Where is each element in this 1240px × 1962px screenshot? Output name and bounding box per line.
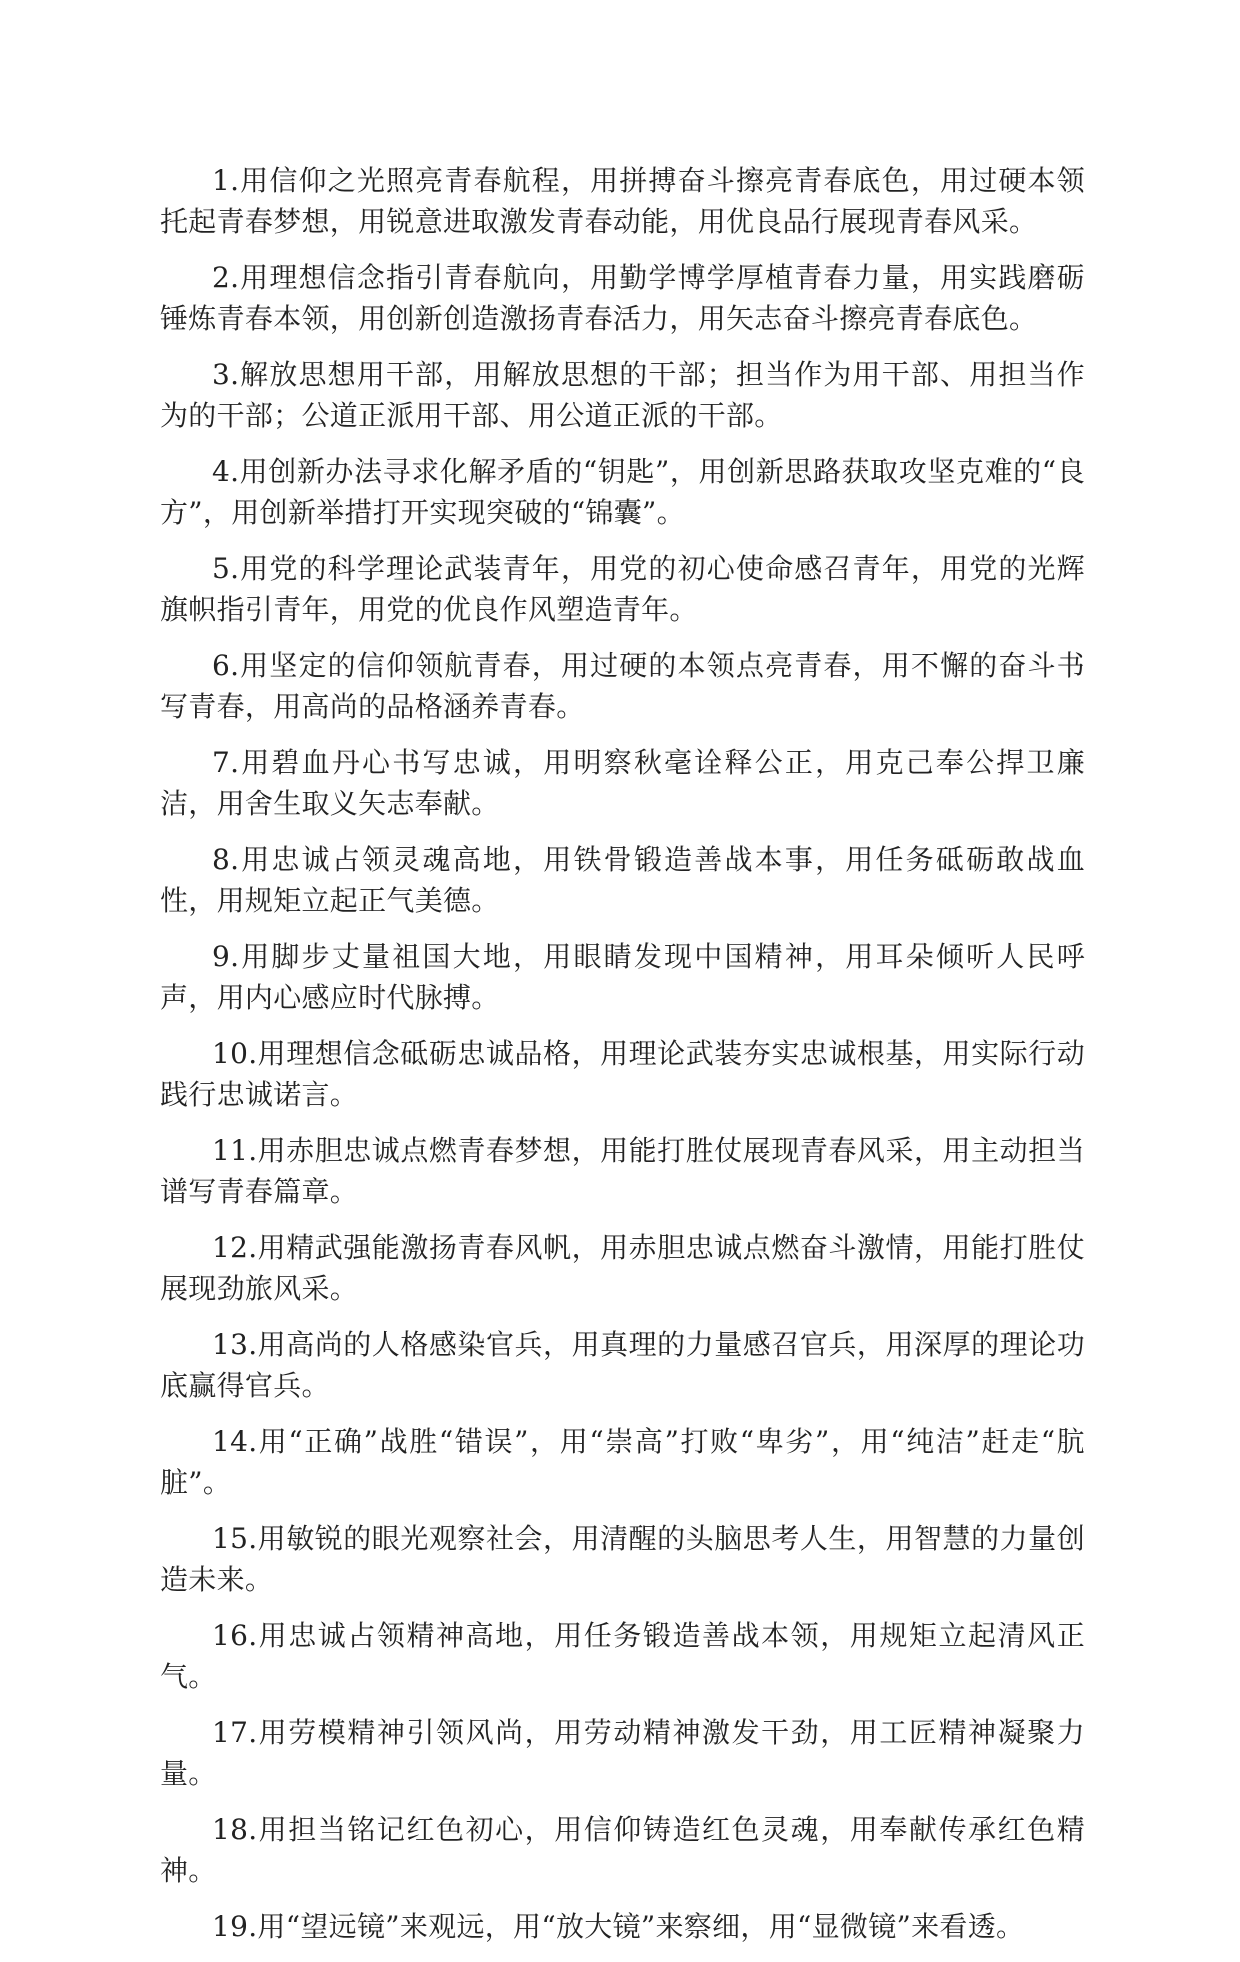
list-item: 19.用“望远镜”来观远，用“放大镜”来察细，用“显微镜”来看透。 bbox=[212, 1910, 1025, 1943]
document-body bbox=[160, 160, 1085, 1962]
list-item: 15.用敏锐的眼光观察社会，用清醒的头脑思考人生，用智慧的力量创造未来。 bbox=[160, 1522, 1085, 1596]
list-item: 9.用脚步丈量祖国大地，用眼睛发现中国精神，用耳朵倾听人民呼声，用内心感应时代脉搏。 bbox=[160, 940, 1085, 1014]
list-item: 8.用忠诚占领灵魂高地，用铁骨锻造善战本事，用任务砥砺敢战血性，用规矩立起正气美德。 bbox=[160, 843, 1085, 917]
list-item: 10.用理想信念砥砺忠诚品格，用理论武装夯实忠诚根基，用实际行动践行忠诚诺言。 bbox=[160, 1037, 1085, 1111]
list-item: 18.用担当铭记红色初心，用信仰铸造红色灵魂，用奉献传承红色精神。 bbox=[160, 1813, 1085, 1887]
list-item: 13.用高尚的人格感染官兵，用真理的力量感召官兵，用深厚的理论功底赢得官兵。 bbox=[160, 1328, 1085, 1402]
list-item: 16.用忠诚占领精神高地，用任务锻造善战本领，用规矩立起清风正气。 bbox=[160, 1619, 1085, 1693]
list-item: 14.用“正确”战胜“错误”，用“崇高”打败“卑劣”，用“纯洁”赶走“肮脏”。 bbox=[160, 1425, 1085, 1499]
list-item: 4.用创新办法寻求化解矛盾的“钥匙”，用创新思路获取攻坚克难的“良方”，用创新举措打开实现突破的“锦囊”。 bbox=[160, 455, 1085, 529]
list-item: 6.用坚定的信仰领航青春，用过硬的本领点亮青春，用不懈的奋斗书写青春，用高尚的品格涵养青春。 bbox=[160, 649, 1085, 723]
list-item: 3.解放思想用干部，用解放思想的干部；担当作为用干部、用担当作为的干部；公道正派用干部、用公道正派的干部。 bbox=[160, 358, 1085, 432]
list-item: 17.用劳模精神引领风尚，用劳动精神激发干劲，用工匠精神凝聚力量。 bbox=[160, 1716, 1085, 1790]
list-item: 5.用党的科学理论武装青年，用党的初心使命感召青年，用党的光辉旗帜指引青年，用党的优良作风塑造青年。 bbox=[160, 552, 1085, 626]
list-item: 2.用理想信念指引青春航向，用勤学博学厚植青春力量，用实践磨砺锤炼青春本领，用创新创造激扬青春活力，用矢志奋斗擦亮青春底色。 bbox=[160, 261, 1085, 335]
list-item: 7.用碧血丹心书写忠诚，用明察秋毫诠释公正，用克己奉公捍卫廉洁，用舍生取义矢志奉献。 bbox=[160, 746, 1085, 820]
list-item: 1.用信仰之光照亮青春航程，用拼搏奋斗擦亮青春底色，用过硬本领托起青春梦想，用锐意进取激发青春动能，用优良品行展现青春风采。 bbox=[160, 164, 1085, 238]
list-item: 11.用赤胆忠诚点燃青春梦想，用能打胜仗展现青春风采，用主动担当谱写青春篇章。 bbox=[160, 1134, 1085, 1208]
list-item: 12.用精武强能激扬青春风帆，用赤胆忠诚点燃奋斗激情，用能打胜仗展现劲旅风采。 bbox=[160, 1231, 1085, 1305]
